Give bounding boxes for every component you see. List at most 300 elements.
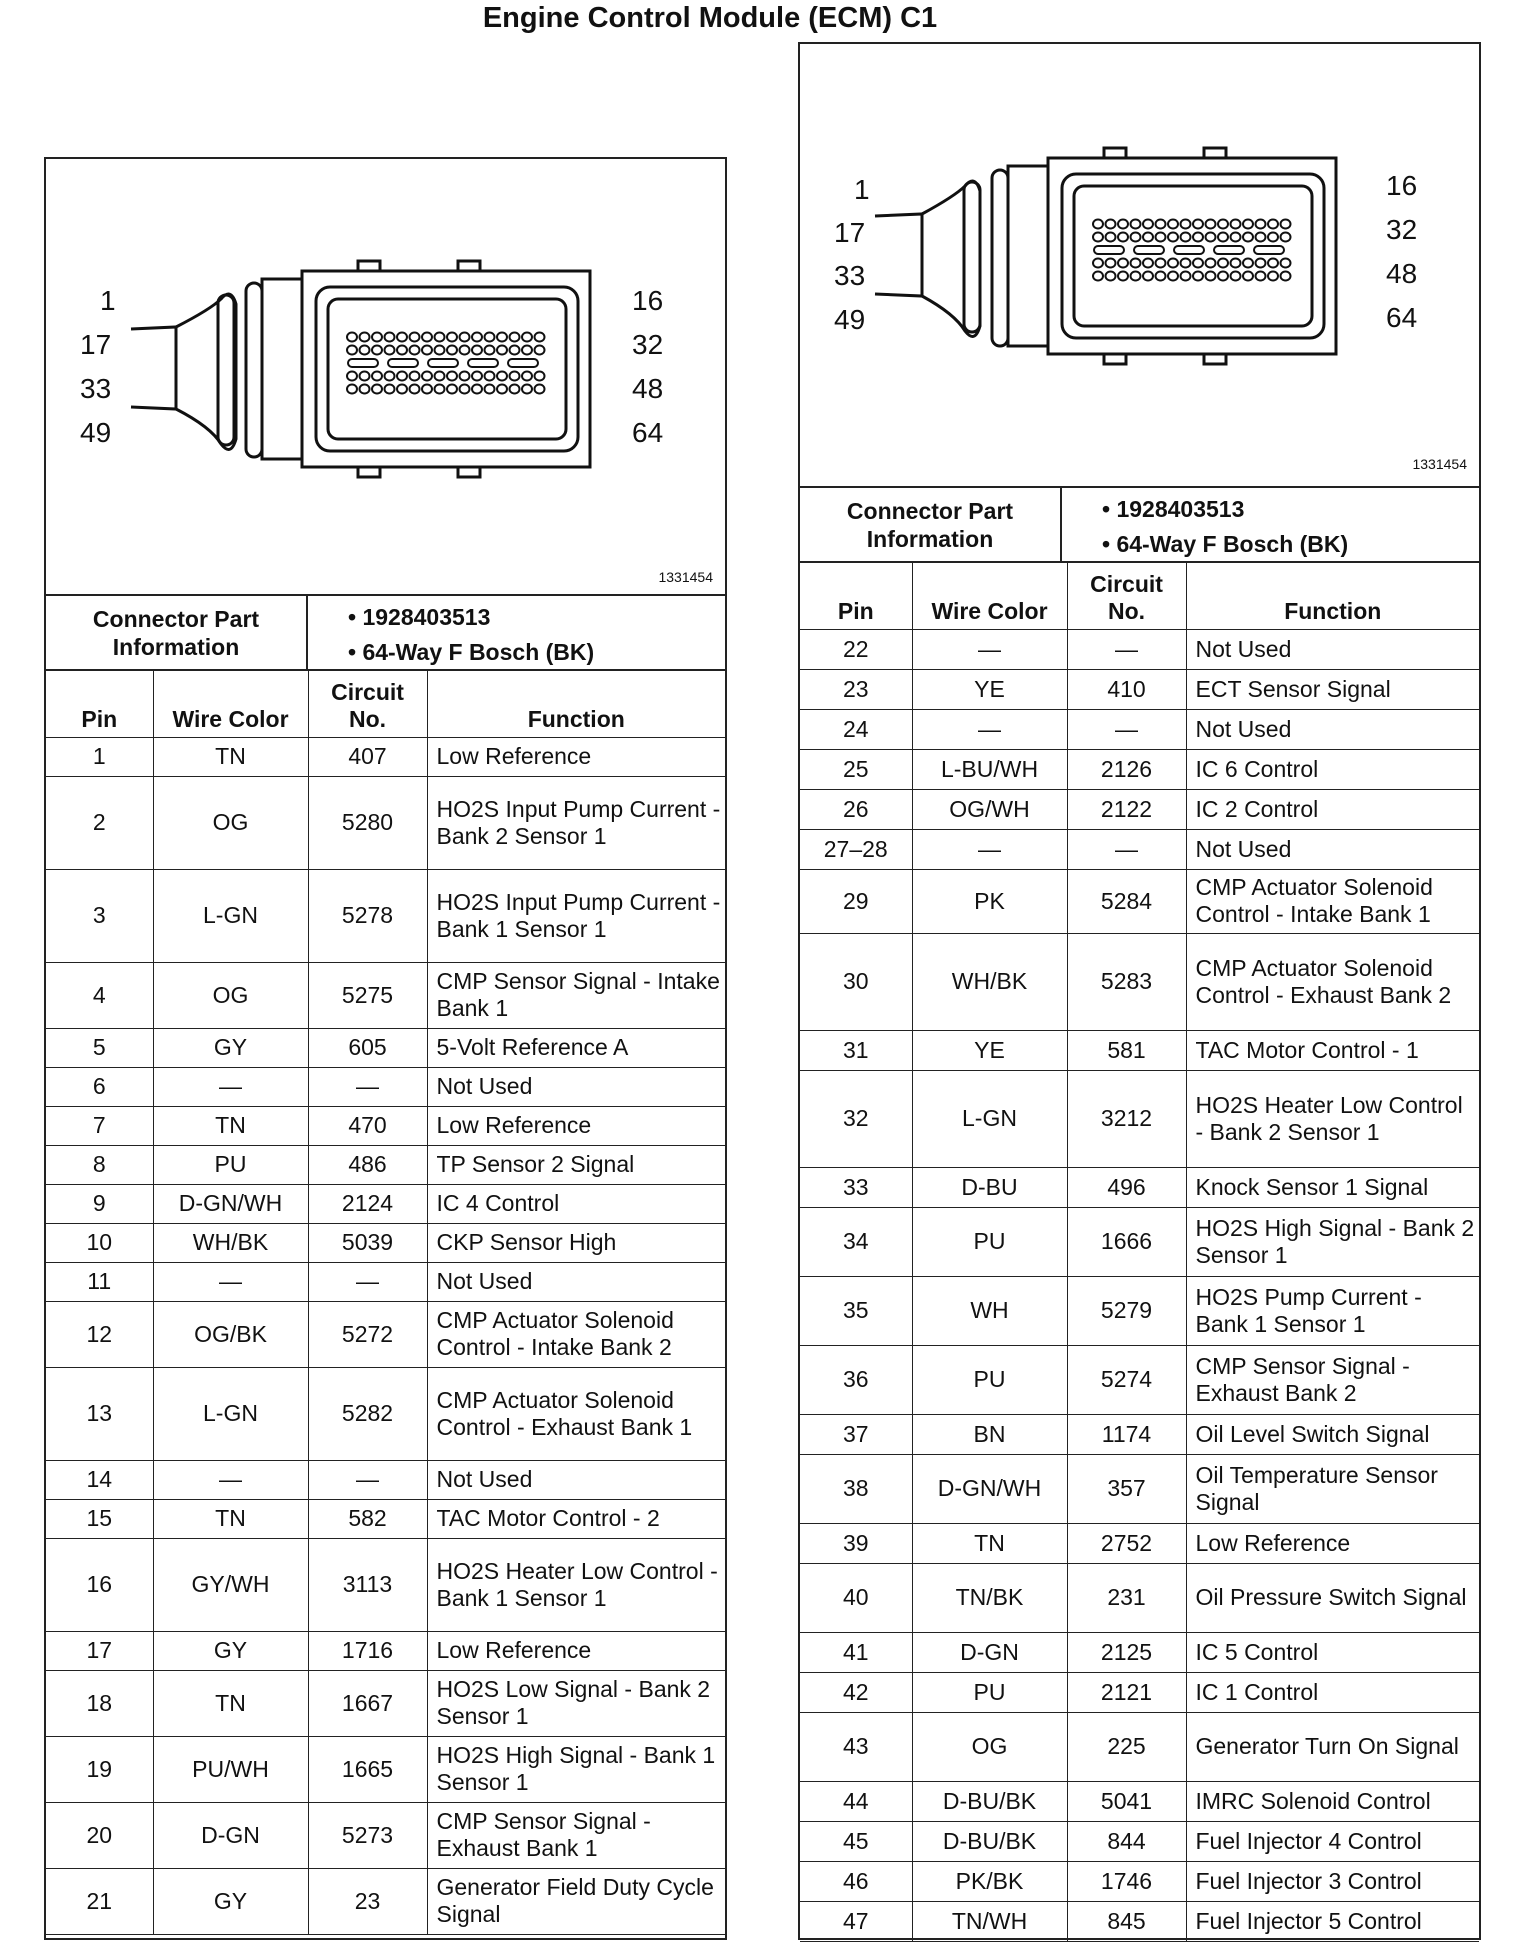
circuit-cell: 5282 [308, 1367, 427, 1460]
circuit-cell: 2124 [308, 1184, 427, 1223]
pin-cell: 16 [46, 1538, 153, 1631]
function-cell: IC 2 Control [1186, 789, 1479, 829]
pin-socket [510, 372, 520, 381]
wire-color-cell: — [912, 709, 1067, 749]
function-cell: ECT Sensor Signal [1186, 669, 1479, 709]
pin-socket [385, 385, 395, 394]
wire-color-cell: BN [912, 1414, 1067, 1454]
wire-color-cell: GY/WH [153, 1538, 308, 1631]
wire-color-cell: WH/BK [153, 1223, 308, 1262]
table-row [800, 1276, 1479, 1345]
pin-socket [1093, 272, 1103, 281]
pin-cell: 36 [800, 1345, 912, 1414]
pin-cell: 7 [46, 1106, 153, 1145]
pin-table-right [800, 563, 1479, 1942]
function-cell: Low Reference [1186, 1523, 1479, 1563]
table-row [46, 1223, 725, 1262]
pin-label-32: 32 [632, 329, 664, 360]
table-row [46, 1499, 725, 1538]
function-cell: Not Used [1186, 829, 1479, 869]
pin-socket [1193, 233, 1203, 242]
pin-socket [1093, 259, 1103, 268]
function-cell: Not Used [427, 1262, 725, 1301]
circuit-cell: 5278 [308, 869, 427, 962]
wire-color-cell: TN [153, 1670, 308, 1736]
wire-color-cell: TN [153, 1499, 308, 1538]
circuit-cell: 5284 [1067, 869, 1186, 933]
table-row [46, 1028, 725, 1067]
pin-cell: 44 [800, 1781, 912, 1821]
pin-socket [1181, 220, 1191, 229]
circuit-cell: 5039 [308, 1223, 427, 1262]
table-row [800, 669, 1479, 709]
pin-cell: 26 [800, 789, 912, 829]
function-cell: Generator Turn On Signal [1186, 1712, 1479, 1781]
pin-socket [1243, 259, 1253, 268]
key-slot [508, 359, 538, 367]
function-cell: HO2S High Signal - Bank 2 Sensor 1 [1186, 1207, 1479, 1276]
function-cell: 5-Volt Reference A [427, 1028, 725, 1067]
wire-color-cell: OG [153, 776, 308, 869]
circuit-cell: — [1067, 629, 1186, 669]
wire-color-cell: PU [912, 1672, 1067, 1712]
pin-socket [1231, 259, 1241, 268]
function-cell: HO2S Heater Low Control - Bank 1 Sensor 1 [427, 1538, 725, 1631]
connector-diagram [46, 159, 725, 596]
table-row [800, 749, 1479, 789]
wire-color-cell: WH/BK [912, 933, 1067, 1030]
pin-socket [385, 372, 395, 381]
circuit-cell: 1746 [1067, 1861, 1186, 1901]
function-cell: CMP Actuator Solenoid Control - Intake Bank 1 [1186, 869, 1479, 933]
pin-socket [1206, 233, 1216, 242]
table-row [800, 1414, 1479, 1454]
pin-socket [1143, 259, 1153, 268]
pin-cell: 38 [800, 1454, 912, 1523]
pin-socket [1281, 259, 1291, 268]
table-row [46, 1802, 725, 1868]
pin-socket [522, 385, 532, 394]
pin-label-48: 48 [632, 373, 664, 404]
connector-drawing [46, 159, 725, 596]
pin-socket [522, 346, 532, 355]
pin-socket [472, 333, 482, 342]
pin-socket [497, 385, 507, 394]
pin-cell: 6 [46, 1067, 153, 1106]
circuit-cell: — [1067, 829, 1186, 869]
pin-cell: 37 [800, 1414, 912, 1454]
pin-socket [1218, 220, 1228, 229]
pin-cell: 14 [46, 1460, 153, 1499]
pin-socket [1256, 272, 1266, 281]
function-cell: CMP Sensor Signal - Exhaust Bank 2 [1186, 1345, 1479, 1414]
pin-socket [1218, 272, 1228, 281]
pin-socket [360, 385, 370, 394]
pin-cell: 39 [800, 1523, 912, 1563]
part-description: • 64-Way F Bosch (BK) [348, 639, 595, 665]
pin-socket [485, 346, 495, 355]
function-cell: CMP Sensor Signal - Intake Bank 1 [427, 962, 725, 1028]
function-cell: TP Sensor 2 Signal [427, 1145, 725, 1184]
connector-part-info-label: Connector Part Information [46, 596, 308, 669]
pin-label-16: 16 [632, 285, 664, 316]
circuit-cell: 581 [1067, 1030, 1186, 1070]
pin-socket [447, 385, 457, 394]
circuit-cell: 231 [1067, 1563, 1186, 1632]
pin-socket [1218, 233, 1228, 242]
pin-cell: 41 [800, 1632, 912, 1672]
table-row [800, 629, 1479, 669]
pin-socket [360, 333, 370, 342]
pin-socket [1168, 259, 1178, 268]
pin-table-left [46, 671, 725, 1935]
table-row [800, 829, 1479, 869]
table-row [46, 1184, 725, 1223]
circuit-cell: 1174 [1067, 1414, 1186, 1454]
table-row [800, 1207, 1479, 1276]
pin-cell: 5 [46, 1028, 153, 1067]
pin-socket [1243, 220, 1253, 229]
circuit-cell: 5273 [308, 1802, 427, 1868]
wire-color-cell: GY [153, 1631, 308, 1670]
pin-label-49: 49 [80, 417, 112, 448]
wire-color-cell: OG [153, 962, 308, 1028]
wire-color-cell: TN/BK [912, 1563, 1067, 1632]
pin-socket [1181, 272, 1191, 281]
function-cell: Oil Temperature Sensor Signal [1186, 1454, 1479, 1523]
pin-socket [1106, 220, 1116, 229]
pin-label-64: 64 [1386, 302, 1418, 333]
pin-label-1: 1 [100, 285, 116, 316]
table-row [46, 1460, 725, 1499]
pin-socket [535, 333, 545, 342]
pin-cell: 30 [800, 933, 912, 1030]
function-cell: Fuel Injector 5 Control [1186, 1901, 1479, 1941]
table-row [46, 737, 725, 776]
pin-socket [460, 372, 470, 381]
connector-panel-right [798, 42, 1481, 1940]
pin-socket [535, 346, 545, 355]
pin-cell: 47 [800, 1901, 912, 1941]
wire-color-cell: TN [153, 1106, 308, 1145]
wire-color-cell: GY [153, 1868, 308, 1934]
pin-socket [372, 333, 382, 342]
table-row [46, 1106, 725, 1145]
table-row [800, 709, 1479, 749]
function-cell: Low Reference [427, 1106, 725, 1145]
table-row [46, 1067, 725, 1106]
pin-socket [460, 346, 470, 355]
key-slot [428, 359, 458, 367]
pin-socket [460, 333, 470, 342]
pin-cell: 42 [800, 1672, 912, 1712]
table-row [46, 1301, 725, 1367]
wire-color-cell: L-GN [153, 869, 308, 962]
pin-socket [497, 333, 507, 342]
pin-socket [1131, 272, 1141, 281]
pin-socket [422, 333, 432, 342]
key-slot [1134, 246, 1164, 254]
pin-socket [1131, 220, 1141, 229]
wire-color-cell: WH [912, 1276, 1067, 1345]
pin-socket [347, 385, 357, 394]
function-cell: Not Used [1186, 709, 1479, 749]
pin-cell: 21 [46, 1868, 153, 1934]
function-cell: Not Used [1186, 629, 1479, 669]
pin-cell: 13 [46, 1367, 153, 1460]
pin-label-33: 33 [834, 260, 866, 291]
pin-socket [435, 385, 445, 394]
table-row [46, 1736, 725, 1802]
connector-part-info-values [308, 596, 725, 669]
pin-cell: 31 [800, 1030, 912, 1070]
connector-part-info [800, 488, 1479, 563]
pin-socket [447, 346, 457, 355]
function-cell: Oil Pressure Switch Signal [1186, 1563, 1479, 1632]
pin-socket [535, 372, 545, 381]
table-row [800, 789, 1479, 829]
wire-color-cell: TN/WH [912, 1901, 1067, 1941]
pin-socket [1093, 233, 1103, 242]
pin-socket [1243, 272, 1253, 281]
pin-socket [1181, 259, 1191, 268]
pin-socket [1143, 220, 1153, 229]
wire-color-cell: GY [153, 1028, 308, 1067]
pin-socket [372, 346, 382, 355]
function-cell: CKP Sensor High [427, 1223, 725, 1262]
pin-socket [422, 346, 432, 355]
table-row [800, 1821, 1479, 1861]
pin-socket [1131, 233, 1141, 242]
pin-cell: 12 [46, 1301, 153, 1367]
pin-cell: 2 [46, 776, 153, 869]
pin-socket [422, 372, 432, 381]
wire-color-cell: — [153, 1067, 308, 1106]
function-cell: TAC Motor Control - 1 [1186, 1030, 1479, 1070]
pin-socket [1218, 259, 1228, 268]
pin-socket [485, 385, 495, 394]
circuit-cell: 1665 [308, 1736, 427, 1802]
pin-cell: 29 [800, 869, 912, 933]
pin-socket [1131, 259, 1141, 268]
wire-color-cell: OG [912, 1712, 1067, 1781]
pin-cell: 3 [46, 869, 153, 962]
table-row [46, 1868, 725, 1934]
circuit-cell: 5272 [308, 1301, 427, 1367]
pin-cell: 24 [800, 709, 912, 749]
wire-color-cell: PU [912, 1207, 1067, 1276]
pin-socket [1243, 233, 1253, 242]
pin-label-33: 33 [80, 373, 112, 404]
pin-cell: 20 [46, 1802, 153, 1868]
circuit-cell: 5274 [1067, 1345, 1186, 1414]
wire-color-cell: YE [912, 669, 1067, 709]
pin-socket [435, 333, 445, 342]
header-function: Function [1186, 563, 1479, 629]
pin-socket [1143, 233, 1153, 242]
pin-socket [1118, 220, 1128, 229]
function-cell: CMP Sensor Signal - Exhaust Bank 1 [427, 1802, 725, 1868]
header-pin: Pin [800, 563, 912, 629]
header-wire-color: Wire Color [153, 671, 308, 737]
connector-drawing [800, 44, 1479, 488]
wire-color-cell: OG/BK [153, 1301, 308, 1367]
pin-cell: 43 [800, 1712, 912, 1781]
pin-socket [1256, 220, 1266, 229]
function-cell: HO2S Heater Low Control - Bank 2 Sensor 1 [1186, 1070, 1479, 1167]
function-cell: IC 1 Control [1186, 1672, 1479, 1712]
wire-color-cell: YE [912, 1030, 1067, 1070]
wire-color-cell: D-BU [912, 1167, 1067, 1207]
key-slot [348, 359, 378, 367]
function-cell: Fuel Injector 4 Control [1186, 1821, 1479, 1861]
pin-cell: 4 [46, 962, 153, 1028]
pin-cell: 8 [46, 1145, 153, 1184]
function-cell: Not Used [427, 1460, 725, 1499]
circuit-cell: 844 [1067, 1821, 1186, 1861]
pin-label-17: 17 [80, 329, 112, 360]
pin-label-16: 16 [1386, 170, 1418, 201]
pin-socket [1168, 233, 1178, 242]
pin-socket [522, 372, 532, 381]
function-cell: Oil Level Switch Signal [1186, 1414, 1479, 1454]
key-slot [468, 359, 498, 367]
function-cell: Low Reference [427, 737, 725, 776]
circuit-cell: 410 [1067, 669, 1186, 709]
pin-cell: 11 [46, 1262, 153, 1301]
pin-socket [397, 333, 407, 342]
pin-cell: 40 [800, 1563, 912, 1632]
pin-cell: 10 [46, 1223, 153, 1262]
wire-color-cell: — [153, 1262, 308, 1301]
table-row [800, 933, 1479, 1030]
circuit-cell: 225 [1067, 1712, 1186, 1781]
circuit-cell: — [308, 1262, 427, 1301]
function-cell: Fuel Injector 3 Control [1186, 1861, 1479, 1901]
pin-socket [472, 372, 482, 381]
wire-color-cell: PK/BK [912, 1861, 1067, 1901]
pin-socket [347, 346, 357, 355]
header-circuit-no: Circuit No. [1067, 563, 1186, 629]
pin-socket [1281, 220, 1291, 229]
circuit-cell: 5275 [308, 962, 427, 1028]
pin-cell: 33 [800, 1167, 912, 1207]
pin-socket [1093, 220, 1103, 229]
function-cell: CMP Actuator Solenoid Control - Intake Bank 2 [427, 1301, 725, 1367]
part-number: • 1928403513 [348, 604, 491, 630]
table-row [800, 1712, 1479, 1781]
pin-socket [485, 372, 495, 381]
wire-color-cell: D-GN/WH [153, 1184, 308, 1223]
header-circuit-no: Circuit No. [308, 671, 427, 737]
circuit-cell: 605 [308, 1028, 427, 1067]
pin-cell: 17 [46, 1631, 153, 1670]
wire-color-cell: L-GN [912, 1070, 1067, 1167]
pin-socket [1231, 233, 1241, 242]
pin-socket [347, 333, 357, 342]
pin-socket [1256, 259, 1266, 268]
pin-socket [497, 346, 507, 355]
pin-label-48: 48 [1386, 258, 1418, 289]
pin-socket [1118, 259, 1128, 268]
table-row [800, 1901, 1479, 1941]
pin-label-32: 32 [1386, 214, 1418, 245]
circuit-cell: — [308, 1067, 427, 1106]
pin-socket [1231, 272, 1241, 281]
connector-part-info-values [1062, 488, 1479, 561]
pin-socket [522, 333, 532, 342]
diagram-part-number: 1331454 [658, 569, 713, 585]
pin-socket [435, 346, 445, 355]
pin-socket [485, 333, 495, 342]
table-row [46, 1538, 725, 1631]
table-row [800, 1672, 1479, 1712]
circuit-cell: — [308, 1460, 427, 1499]
circuit-cell: 5279 [1067, 1276, 1186, 1345]
pin-cell: 18 [46, 1670, 153, 1736]
pin-cell: 23 [800, 669, 912, 709]
pin-socket [1106, 272, 1116, 281]
pin-cell: 1 [46, 737, 153, 776]
pin-socket [385, 333, 395, 342]
table-row [46, 1367, 725, 1460]
wire-color-cell: TN [153, 737, 308, 776]
page-title: Engine Control Module (ECM) C1 [482, 2, 938, 34]
pin-socket [1206, 272, 1216, 281]
function-cell: IC 4 Control [427, 1184, 725, 1223]
wire-color-cell: D-BU/BK [912, 1781, 1067, 1821]
connector-diagram [800, 44, 1479, 488]
wire-color-cell: PU [912, 1345, 1067, 1414]
connector-part-info [46, 596, 725, 671]
circuit-cell: 3212 [1067, 1070, 1186, 1167]
circuit-cell: 5283 [1067, 933, 1186, 1030]
pin-socket [1168, 220, 1178, 229]
pin-socket [1206, 259, 1216, 268]
function-cell: Generator Field Duty Cycle Signal [427, 1868, 725, 1934]
circuit-cell: 470 [308, 1106, 427, 1145]
pin-socket [1156, 233, 1166, 242]
table-row [800, 869, 1479, 933]
table-row [800, 1523, 1479, 1563]
pin-socket [447, 333, 457, 342]
table-row [800, 1563, 1479, 1632]
pin-socket [497, 372, 507, 381]
function-cell: TAC Motor Control - 2 [427, 1499, 725, 1538]
table-row [800, 1070, 1479, 1167]
pin-socket [472, 346, 482, 355]
pin-socket [1106, 259, 1116, 268]
pin-socket [1118, 233, 1128, 242]
table-row [46, 869, 725, 962]
pin-socket [1181, 233, 1191, 242]
circuit-cell: — [1067, 709, 1186, 749]
pin-socket [460, 385, 470, 394]
pin-socket [372, 372, 382, 381]
pin-socket [410, 372, 420, 381]
header-wire-color: Wire Color [912, 563, 1067, 629]
circuit-cell: 23 [308, 1868, 427, 1934]
pin-socket [410, 385, 420, 394]
pin-label-1: 1 [854, 174, 870, 205]
circuit-cell: 3113 [308, 1538, 427, 1631]
function-cell: HO2S Pump Current - Bank 1 Sensor 1 [1186, 1276, 1479, 1345]
pin-socket [1281, 233, 1291, 242]
pin-cell: 15 [46, 1499, 153, 1538]
function-cell: HO2S Input Pump Current - Bank 1 Sensor 1 [427, 869, 725, 962]
pin-socket [347, 372, 357, 381]
wire-color-cell: OG/WH [912, 789, 1067, 829]
